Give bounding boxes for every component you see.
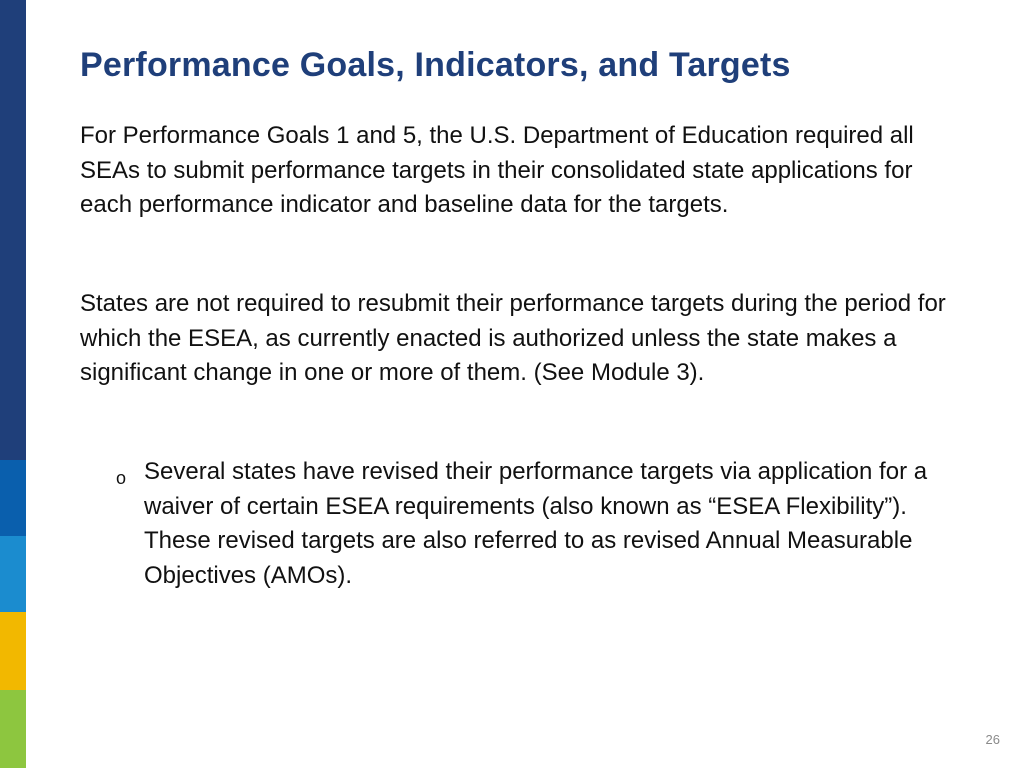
bullet-marker-icon: o	[116, 468, 127, 488]
side-bar-blue-segment	[0, 460, 26, 536]
bullet-text: Several states have revised their performance targets via application for a waiver of certain ESEA requirements (also known as “ESEA Flexibility”). These revised targets are also referred to as revised Annual Measurable Objectives (AMOs).	[144, 458, 928, 589]
side-bar-green-segment	[0, 690, 26, 768]
side-bar-yellow-segment	[0, 612, 26, 690]
side-bar-navy-segment	[0, 0, 26, 460]
body-paragraph-2: States are not required to resubmit their performance targets during the period for which the ESEA, as currently enacted is authorized unless the state makes a significant change in one or more of them. (See Module 3).	[80, 290, 946, 386]
side-color-bar	[0, 0, 26, 768]
page-title: Performance Goals, Indicators, and Targets	[80, 46, 791, 84]
side-bar-light-blue-segment	[0, 536, 26, 612]
body-paragraph-1: For Performance Goals 1 and 5, the U.S. Department of Education required all SEAs to submit performance targets in their consolidated state applications for each performance indicator and baseline data for the targets.	[80, 122, 914, 218]
page-number: 26	[985, 732, 1000, 747]
